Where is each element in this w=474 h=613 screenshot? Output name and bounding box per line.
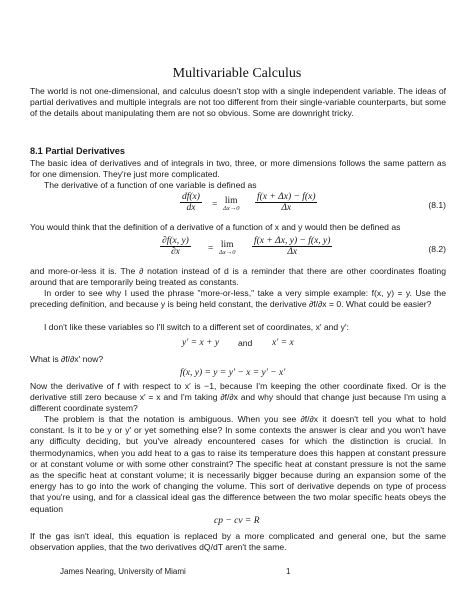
paragraph-non-ideal-gas: If the gas isn't ideal, this equation is replaced by a more complicated and general one, but the same observation applies, that the two derivatives dQ/dT aren't the same.: [30, 531, 446, 553]
equation-8-2: [30, 236, 446, 266]
paragraph-two-variable: You would think that the definition of a derivative of a function of x and y would then be defined as: [30, 222, 401, 232]
eq2-lhs-den: ∂x: [170, 247, 180, 257]
paragraph-what-is: What is ∂f/∂x′ now?: [30, 354, 104, 364]
eq-specific-heats: cp − cv = R: [214, 516, 260, 526]
intro-paragraph: The world is not one-dimensional, and calculus doesn't stop with a single independent variable. The ideas of partial derivatives and multiple integrals are not too different from their single-variable counterparts, but some of the details about manipulating them are not so obvious. Some are downright tricky.: [30, 86, 446, 119]
eq1-lhs-fraction: [180, 192, 202, 213]
eq2-number: (8.2): [428, 244, 446, 254]
eq1-lhs-num: df(x): [182, 192, 200, 202]
eq2-lim-sub: Δx→0: [219, 249, 236, 256]
eq2-rhs-den: Δx: [287, 247, 298, 257]
eq2-lhs-num: ∂f(x, y): [162, 236, 189, 246]
eq2-rhs-num: f(x + Δx, y) − f(x, y): [254, 236, 331, 246]
eq1-lim: lim: [224, 196, 238, 206]
section-heading: 8.1 Partial Derivatives: [30, 146, 125, 156]
eq-f-transformed: f(x, y) = y = y′ − x = y′ − x′: [180, 368, 286, 378]
paragraph-basic-idea: The basic idea of derivatives and of integrals in two, three, or more dimensions follows the same pattern as for one dimension. They're just more complicated.: [30, 158, 446, 180]
eq2-equals: =: [208, 244, 214, 254]
chapter-title: Multivariable Calculus: [172, 66, 302, 81]
equation-8-1: [30, 192, 446, 222]
eq2-rhs-fraction: [252, 236, 332, 257]
eq-coord-x-prime: x′ = x: [272, 338, 294, 348]
eq-coord-y-prime: y′ = x + y: [182, 338, 220, 348]
eq-coord-and: and: [238, 338, 253, 348]
paragraph-partial-notation: and more-or-less it is. The ∂ notation instead of d is a reminder that there are other coordinates floating around that are temporarily being treated as constants.: [30, 266, 446, 288]
eq1-lim-sub: Δx→0: [223, 205, 240, 212]
eq2-lim: lim: [220, 240, 234, 250]
eq1-rhs-num: f(x + Δx) − f(x): [257, 192, 316, 202]
footer-author: James Nearing, University of Miami: [60, 567, 186, 576]
eq1-lhs-den: dx: [186, 203, 196, 213]
paragraph-ambiguous-notation: The problem is that the notation is ambiguous. When you see ∂f/∂x it doesn't tell you what to hold constant. Is it to be y or y′ or yet something else? In some contexts the answer is clear and you won't have any difficulty deciding, but you've already encountered cases for which the distinction is crucial. In thermodynamics, when you add heat to a gas to raise its temperature does this happen at constant pressure or at constant volume or with some other constraint? The specific heat at constant pressure is not the same as the specific heat at constant volume; it is necessarily bigger because during an expansion some of the energy has to go into the work of changing the volume. This sort of derivative depends on type of process that you're using, and for a classical ideal gas the difference between the two molar specific heats obeys the equation: [30, 414, 446, 514]
eq2-lhs-fraction: [160, 236, 191, 257]
eq1-equals: =: [212, 200, 218, 210]
eq1-number: (8.1): [428, 200, 446, 210]
paragraph-derivative-minus-one: Now the derivative of f with respect to x′ is −1, because I'm keeping the other coordinate fixed. Or is the derivative still zero because x′ = x and I'm taking ∂f/∂x and why should that change just because I'm using a different coordinate system?: [30, 381, 446, 414]
eq1-rhs-den: Δx: [281, 203, 292, 213]
paragraph-more-or-less: In order to see why I used the phrase "more-or-less," take a very simple example: f(x, y) = y. Use the preceding definition, and because y is being held constant, the derivative ∂f/∂x = 0. What could be easier?: [30, 288, 446, 310]
eq1-rhs-fraction: [255, 192, 317, 213]
paragraph-derivative-def: The derivative of a function of one variable is defined as: [44, 180, 257, 190]
footer-page-number: 1: [286, 567, 291, 576]
paragraph-switch-coords: I don't like these variables so I'll switch to a different set of coordinates, x′ and y′:: [44, 322, 349, 332]
